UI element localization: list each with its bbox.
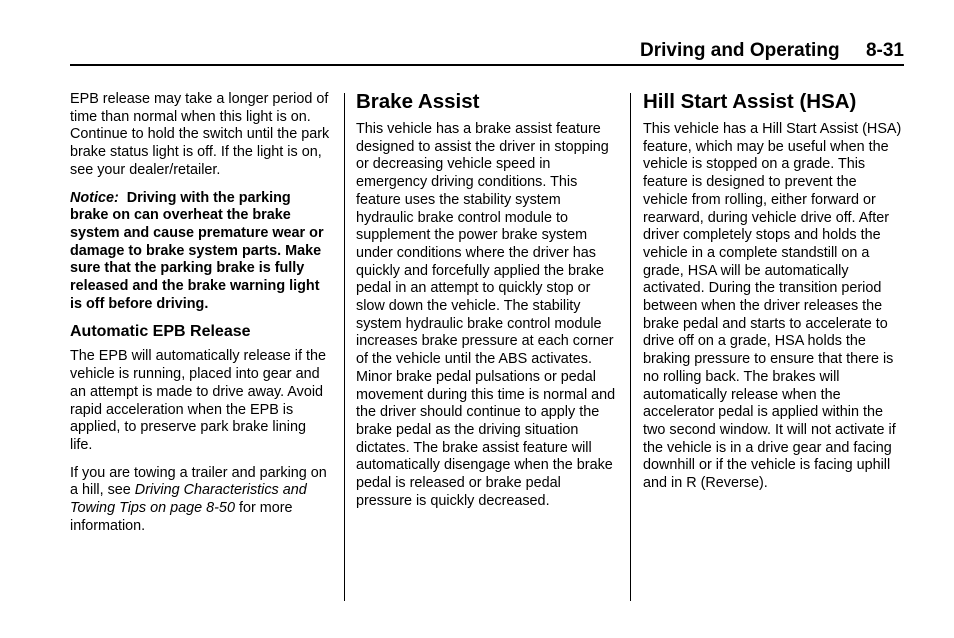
paragraph-epb-release: EPB release may take a longer period of time than normal when this light is on. Continue to hold the switch until the park brake status light is off. If the light is on, see your dealer/retailer. (70, 91, 330, 178)
section-title: Driving and Operating (640, 40, 840, 61)
notice (70, 190, 332, 314)
paragraph-brake-assist: This vehicle has a brake assist feature designed to assist the driver in stopping or decreasing vehicle speed in emergency driving conditions. This feature uses the stability system hydraulic brake control module to supplement the power brake system under conditions where the driver has quickly and forcefully applied the brake pedal in an attempt to quickly stop or slow down the vehicle. The stability system hydraulic brake control module increases brake pressure at each corner of the vehicle until the ABS activates. Minor brake pedal pulsations or pedal movement during this time is normal and the driver should continue to apply the brake pedal as the driving situation dictates. The brake assist feature will automatically disengage when the brake pedal is released or brake pedal pressure is quickly decreased. (356, 121, 616, 509)
towing-text-start: If you are towing a trailer and parking on a hill, see (70, 464, 327, 499)
page-number: 8-31 (865, 40, 904, 61)
column-divider (630, 93, 631, 601)
towing-cross-reference[interactable]: Driving Characteristics and Towing Tips on page 8-50 (70, 482, 307, 517)
paragraph-automatic-epb: The EPB will automatically release if the vehicle is running, placed into gear and an attempt is made to drive away. Avoid rapid acceleration when the EPB is applied, to preserve park brake lining life. (70, 348, 326, 453)
notice-text: Driving with the parking brake on can overheat the brake system and cause premature wear or damage to brake system parts. Make sure that the parking brake is fully released and the brake warning light is off before driving. (70, 189, 324, 312)
heading-hill-start-assist: Hill Start Assist (HSA) (643, 90, 857, 113)
paragraph-hill-start-assist: This vehicle has a Hill Start Assist (HSA) feature, which may be useful when the vehicle is stopped on a grade. This feature is designed to prevent the vehicle from rolling, either forward or rearward, during vehicle drive off. After driver completely stops and holds the vehicle in a complete standstill on a grade, HSA will be automatically activated. During the transition period between when the driver releases the brake pedal and starts to accelerate to drive off on a grade, HSA holds the braking pressure to ensure that there is no rolling back. The brakes will automatically release when the accelerator pedal is applied within the two second window. It will not activate if the vehicle is in a drive gear and facing downhill or if the vehicle is facing uphill and in R (Reverse). (643, 121, 902, 492)
towing-text-end: for more information. (70, 500, 293, 534)
page-header (70, 38, 904, 66)
paragraph-towing (70, 465, 332, 536)
heading-brake-assist: Brake Assist (356, 90, 480, 113)
column-right (643, 91, 905, 503)
column-middle (356, 91, 618, 520)
header-title (640, 40, 904, 62)
column-left (70, 91, 332, 545)
subheading-automatic-epb-release: Automatic EPB Release (70, 323, 251, 341)
notice-label: Notice: (70, 189, 119, 206)
column-divider (344, 93, 345, 601)
